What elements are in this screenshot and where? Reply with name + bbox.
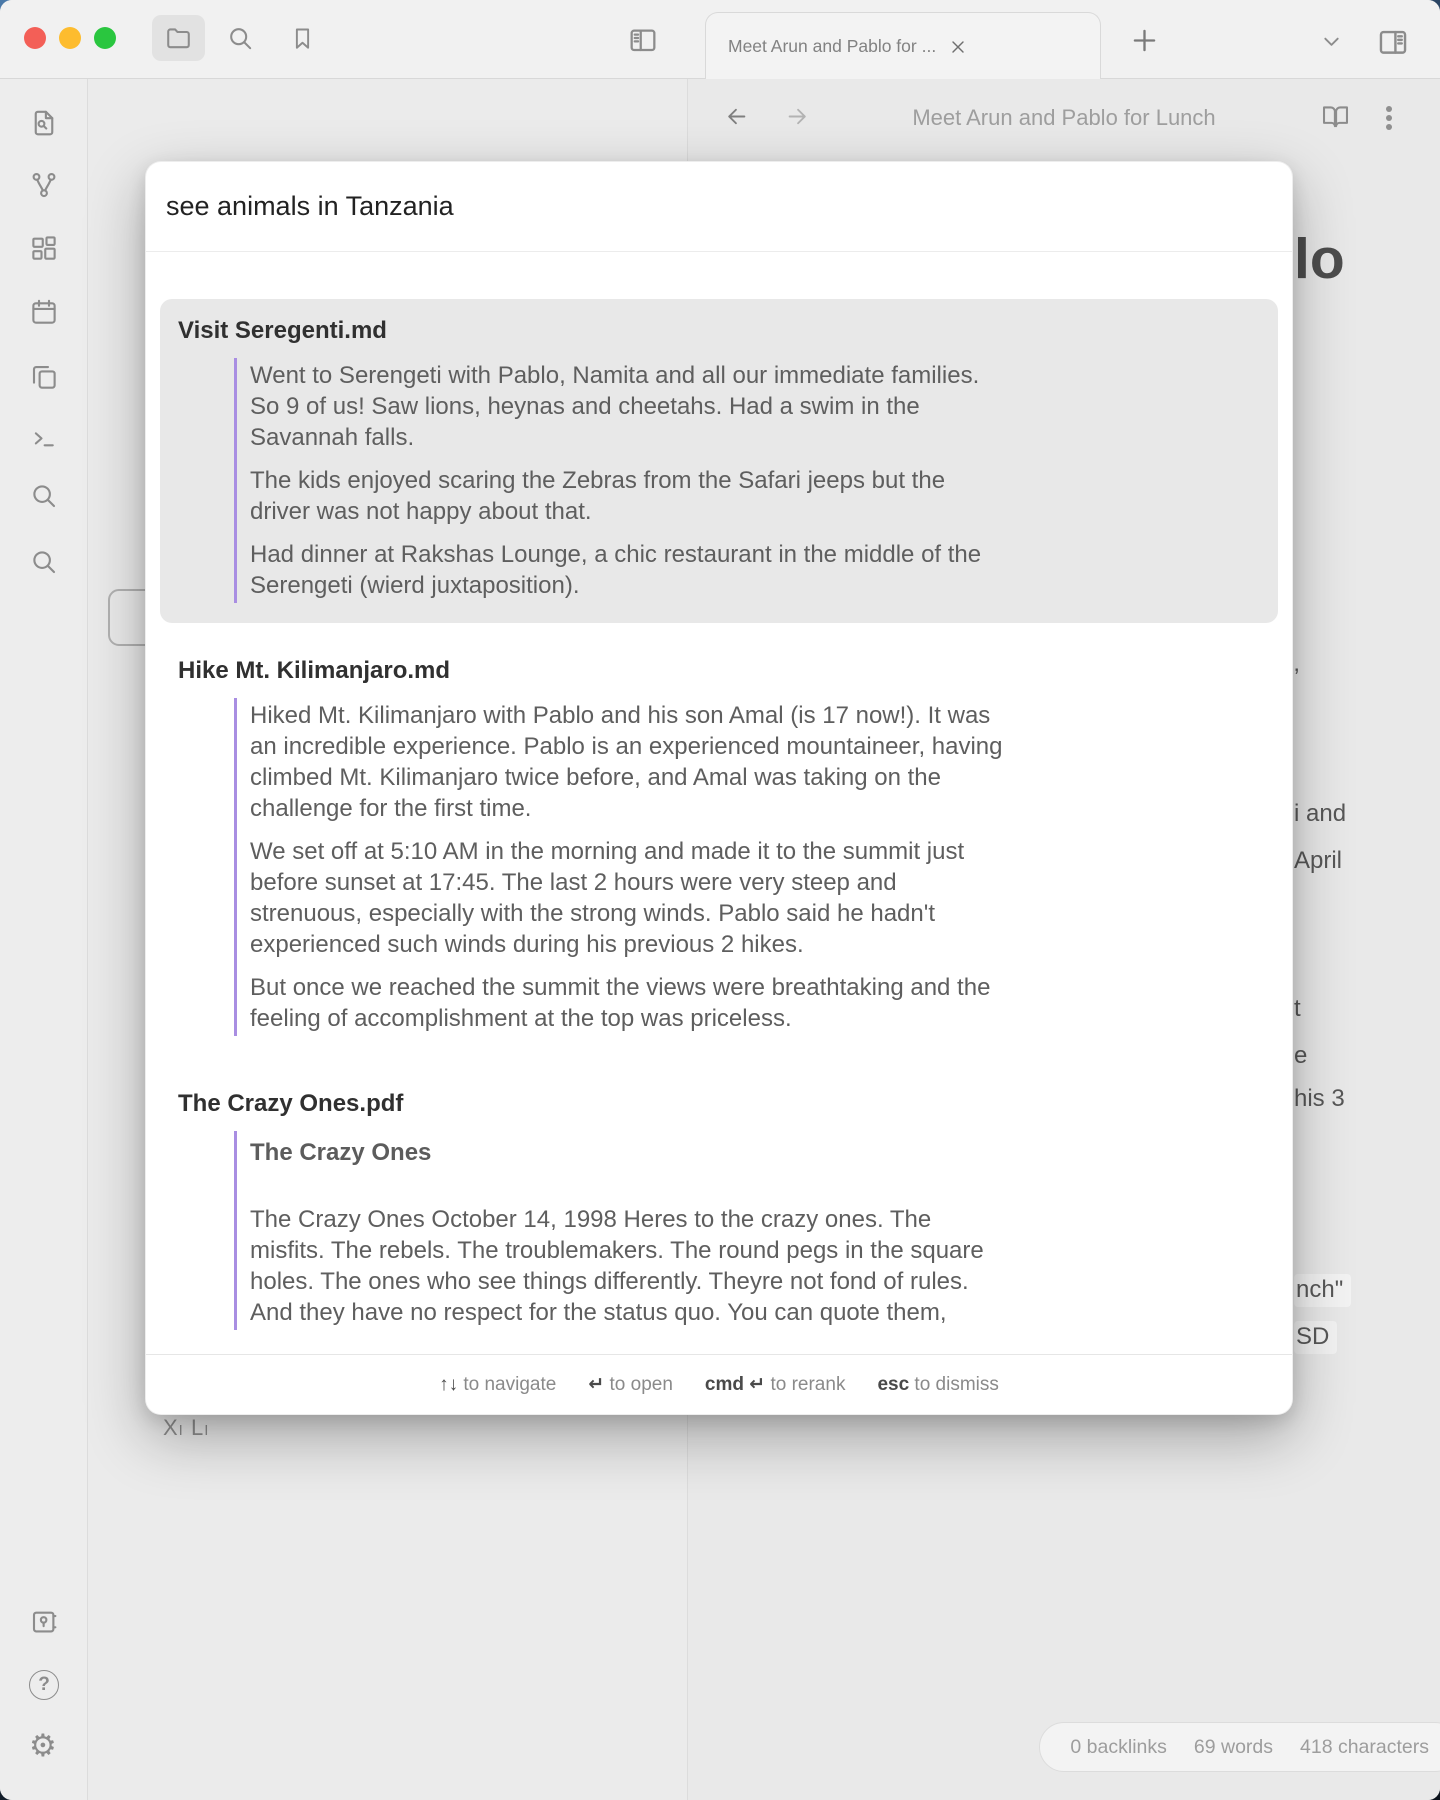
background-text-fragment: nch" bbox=[1294, 1274, 1351, 1307]
modal-footer-hints bbox=[146, 1354, 1292, 1414]
excerpt-line: driver was not happy about that. bbox=[250, 498, 592, 525]
excerpt-line: climbed Mt. Kilimanjaro twice before, and Amal was taking on the bbox=[250, 764, 941, 791]
vault-icon bbox=[29, 1607, 59, 1637]
file-search-icon bbox=[29, 108, 59, 138]
bookmark-icon bbox=[289, 25, 316, 52]
background-text-fragment: e bbox=[1294, 1042, 1308, 1069]
vault-switcher-button[interactable] bbox=[29, 1607, 59, 1637]
status-item: 69 words bbox=[1193, 1735, 1273, 1758]
excerpt-line: But once we reached the summit the views were breathtaking and the bbox=[250, 974, 991, 1001]
chevron-down-icon bbox=[1318, 28, 1345, 55]
note-title: Meet Arun and Pablo for Lunch bbox=[912, 105, 1216, 130]
footer-hint: ↵ to open bbox=[588, 1374, 673, 1395]
background-text-fragment: his 3 bbox=[1294, 1085, 1345, 1112]
file-label-fragment: Xi Li bbox=[163, 1415, 210, 1440]
terminal-ribbon-button[interactable] bbox=[29, 424, 59, 454]
excerpt-line: before sunset at 17:45. The last 2 hours were very steep and bbox=[250, 869, 897, 896]
search-button[interactable] bbox=[220, 18, 260, 58]
left-sidebar-toggle[interactable] bbox=[622, 20, 664, 60]
search-result[interactable] bbox=[160, 299, 1278, 623]
search-input[interactable] bbox=[166, 191, 1272, 222]
excerpt-line: We set off at 5:10 AM in the morning and made it to the summit just bbox=[250, 838, 965, 865]
traffic-light-minimize[interactable] bbox=[59, 27, 81, 49]
right-sidebar-toggle[interactable] bbox=[1376, 25, 1410, 59]
omnisearch-ribbon-button[interactable] bbox=[29, 547, 59, 577]
excerpt-line: strenuous, especially with the strong winds. Pablo said he hadn't bbox=[250, 900, 935, 927]
help-button[interactable] bbox=[29, 1670, 59, 1700]
panel-right-icon bbox=[1376, 25, 1410, 59]
search-icon bbox=[29, 481, 59, 511]
result-excerpt bbox=[234, 1131, 1258, 1330]
excerpt-line: an incredible experience. Pablo is an experienced mountaineer, having bbox=[250, 733, 1003, 760]
excerpt-line: The kids enjoyed scaring the Zebras from the Safari jeeps but the bbox=[250, 467, 946, 494]
footer-hint: esc to dismiss bbox=[877, 1373, 999, 1395]
tab-close-icon[interactable] bbox=[948, 37, 968, 57]
status-item: 418 characters bbox=[1300, 1735, 1429, 1758]
footer-hint: ↑↓ to navigate bbox=[439, 1373, 557, 1395]
note-search-ribbon-button[interactable] bbox=[29, 108, 59, 138]
settings-button[interactable] bbox=[29, 1728, 57, 1764]
terminal-icon bbox=[29, 424, 59, 454]
excerpt-line: experienced such winds during his previous 2 hikes. bbox=[250, 931, 804, 958]
tab-meet-arun-and-pablo[interactable] bbox=[705, 12, 1101, 80]
search-ribbon-button[interactable] bbox=[29, 481, 59, 511]
left-ribbon bbox=[0, 79, 88, 1800]
background-text-fragment: SD bbox=[1294, 1321, 1337, 1354]
panel-left-icon bbox=[627, 24, 659, 56]
folder-icon bbox=[164, 24, 193, 53]
calendar-icon bbox=[29, 297, 59, 327]
background-text-fragment: ’ bbox=[1294, 664, 1300, 691]
omnisearch-modal bbox=[145, 161, 1293, 1415]
more-options-button[interactable] bbox=[1377, 104, 1401, 137]
canvas-ribbon-button[interactable] bbox=[29, 233, 59, 263]
excerpt-line: Went to Serengeti with Pablo, Namita and all our immediate families. bbox=[250, 362, 980, 389]
excerpt-line: misfits. The rebels. The troublemakers. The round pegs in the square bbox=[250, 1237, 984, 1264]
layout-grid-icon bbox=[29, 233, 59, 263]
excerpt-line: Serengeti (wierd juxtaposition). bbox=[250, 572, 580, 599]
excerpt-line: Hiked Mt. Kilimanjaro with Pablo and his son Amal (is 17 now!). It was bbox=[250, 702, 991, 729]
folder-view-button[interactable] bbox=[152, 15, 205, 61]
excerpt-line: The Crazy Ones October 14, 1998 Heres to the crazy ones. The bbox=[250, 1206, 932, 1233]
editor-header bbox=[688, 79, 1440, 160]
traffic-light-zoom[interactable] bbox=[94, 27, 116, 49]
excerpt-heading: The Crazy Ones bbox=[250, 1139, 432, 1166]
background-text-fragment: t bbox=[1294, 995, 1301, 1022]
excerpt-line: So 9 of us! Saw lions, heynas and cheetahs. Had a swim in the bbox=[250, 393, 920, 420]
copy-ribbon-button[interactable] bbox=[29, 362, 59, 392]
background-text-fragment: i and bbox=[1294, 800, 1347, 827]
gear-icon: ⚙ bbox=[29, 1728, 57, 1764]
help-icon: ? bbox=[29, 1670, 59, 1700]
result-filename: Visit Seregenti.md bbox=[178, 317, 387, 344]
graph-view-ribbon-button[interactable] bbox=[29, 170, 59, 200]
search-icon bbox=[29, 547, 59, 577]
new-tab-button[interactable] bbox=[1128, 24, 1161, 57]
search-icon bbox=[226, 24, 255, 53]
background-text-fragment: April bbox=[1294, 847, 1343, 874]
excerpt-line: feeling of accomplishment at the top was priceless. bbox=[250, 1005, 792, 1032]
result-filename: Hike Mt. Kilimanjaro.md bbox=[178, 657, 451, 684]
note-heading-fragment: lo bbox=[1294, 227, 1345, 291]
copy-icon bbox=[29, 362, 59, 392]
result-excerpt bbox=[234, 358, 1258, 603]
search-results-list bbox=[160, 253, 1278, 1354]
graph-icon bbox=[29, 170, 59, 200]
search-result[interactable] bbox=[160, 1072, 1278, 1350]
dots-vertical-icon bbox=[1377, 104, 1401, 132]
tab-title: Meet Arun and Pablo for ... bbox=[728, 36, 937, 56]
bookmarks-button[interactable] bbox=[282, 18, 322, 58]
search-result[interactable] bbox=[160, 639, 1278, 1056]
excerpt-line: holes. The ones who see things differently. Theyre not fond of rules. bbox=[250, 1268, 969, 1295]
status-bar bbox=[1039, 1722, 1440, 1772]
footer-hint: cmd ↵ to rerank bbox=[704, 1374, 846, 1395]
excerpt-line: And they have no respect for the status quo. You can quote them, bbox=[250, 1299, 947, 1326]
status-item[interactable]: 0 backlinks bbox=[1070, 1735, 1167, 1758]
calendar-ribbon-button[interactable] bbox=[29, 297, 59, 327]
search-input-row bbox=[146, 162, 1292, 252]
titlebar bbox=[0, 0, 1440, 79]
excerpt-line: Savannah falls. bbox=[250, 424, 415, 451]
result-filename: The Crazy Ones.pdf bbox=[178, 1090, 404, 1117]
excerpt-line: Had dinner at Rakshas Lounge, a chic restaurant in the middle of the bbox=[250, 541, 982, 568]
plus-icon bbox=[1128, 24, 1161, 57]
reading-mode-button[interactable] bbox=[1321, 102, 1350, 131]
traffic-light-close[interactable] bbox=[24, 27, 46, 49]
result-excerpt bbox=[234, 698, 1258, 1036]
tab-list-button[interactable] bbox=[1318, 28, 1345, 55]
book-open-icon bbox=[1321, 102, 1350, 131]
excerpt-line: challenge for the first time. bbox=[250, 795, 532, 822]
